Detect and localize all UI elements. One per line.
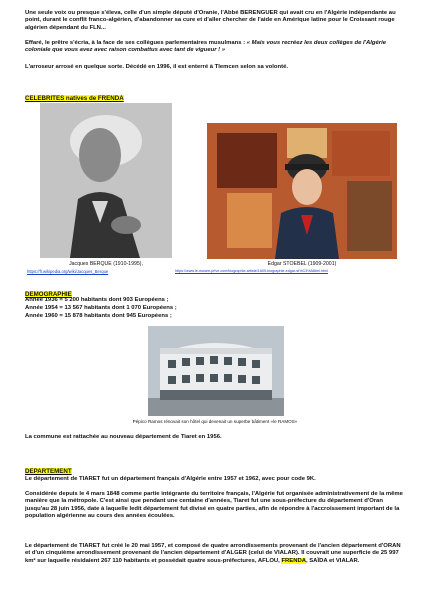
paragraph-dept-history: Considérée depuis le 4 mars 1848 comme partie intégrante du territoire français, l'Algérie fut organisée administrativement de la même manière que la métropole. C'est ainsi que pendant une centaine d'années, Tiaret fut une sous-préfecture du département d'Oran jusqu'au 28 juin 1956, date à laquelle ledit département fut divisé en quatre parties, afin de répondre à l'accroissement important de la population algérienne au cours des années écoulées. bbox=[25, 491, 403, 520]
quote-text: « Mais vous recréez les deux collèges de l'Algérie coloniale que vous avez avec raison combattus avec tant de vigueur ! » bbox=[25, 40, 387, 54]
caption-hotel-ramos: Pépico Ramos rénovait son hôtel qui devenait un superbe bâtiment «le RAMOS» bbox=[132, 419, 298, 424]
link-edgar-stoebel[interactable]: https://www.le-musee-prive.com/biographie-artiste/1609-biographie-edgar-st%C3%A8bel.html bbox=[175, 269, 328, 273]
photo-edgar-stoebel bbox=[207, 123, 397, 259]
heading-celebrites-text: CELEBRITES natives de FRENDA bbox=[25, 95, 124, 102]
heading-demographie-text: DEMOGRAPHIE bbox=[25, 291, 72, 298]
demo-line-1936: Année 1936 = 5 200 habitants dont 903 Européens ; bbox=[25, 297, 169, 303]
dept-intro-bold: Le département de TIARET bbox=[25, 476, 101, 482]
caption-jacques-berque: Jacques BERQUE (1910-1995), bbox=[69, 261, 143, 267]
photo-hotel-ramos bbox=[148, 326, 284, 416]
paragraph-quote bbox=[25, 40, 405, 55]
dept-code: 9K bbox=[306, 476, 315, 482]
dept-creation-text: Le département de TIARET fut créé le 20 mai 1957, et composé de quatre arrondissements provenant de l'ancien département d'ORAN et d'un cinquième arrondissement provenant de l'ancien département d'ALGER (celui de VIALAR). Il couvrait une superficie de 25 997 km² sur laquelle résidaient 267 110 habitants et possédait quatre sous-préfectures, AFLOU, bbox=[25, 543, 401, 564]
photo-jacques-berque bbox=[40, 103, 172, 258]
demo-line-1960: Année 1960 = 15 878 habitants dont 945 Européens ; bbox=[25, 313, 172, 319]
paragraph-commune: La commune est rattachée au nouveau département de Tiaret en 1956. bbox=[25, 434, 222, 440]
caption-edgar-stoebel: Edgar STOEBEL (1909-2001) bbox=[267, 261, 337, 267]
demo-line-1954: Année 1954 = 13 567 habitants dont 1 070 Européens ; bbox=[25, 305, 177, 311]
paragraph-dept-intro: Le département de TIARET fut un département français d'Algérie entre 1957 et 1962, avec pour code 9K. bbox=[25, 476, 316, 482]
quote-lead: Effaré, le prêtre s'écria, à la face de ses collègues parlementaires musulmans : bbox=[25, 40, 247, 46]
link-jacques-berque[interactable]: https://fr.wikipedia.org/wiki/Jacques_Berque bbox=[27, 269, 109, 274]
dept-intro-rest: fut un département français d'Algérie entre 1957 et 1962, avec pour code bbox=[100, 476, 307, 482]
dept-creation-end: , SAÏDA et VIALAR. bbox=[305, 557, 360, 564]
paragraph-arroseur: L'arroseur arrosé en quelque sorte. Décédé en 1996, il est enterré à Tlemcen selon sa volonté. bbox=[25, 64, 288, 70]
paragraph-berenguer: Une seule voix ou presque s'éleva, celle d'un simple député d'Oranie, l'Abbé BERENGUER qui avait cru en l'Algérie indépendante au point, durant le conflit franco-algérien, d'abandonner sa cure et d'aller chercher de l'aide en Amérique latine pour le Croissant rouge algérien dépendant du FLN... bbox=[25, 10, 396, 31]
dept-frenda-highlight: FRENDA bbox=[281, 557, 306, 564]
paragraph-dept-creation bbox=[25, 543, 405, 565]
heading-departement-text: DEPARTEMENT bbox=[25, 468, 72, 475]
